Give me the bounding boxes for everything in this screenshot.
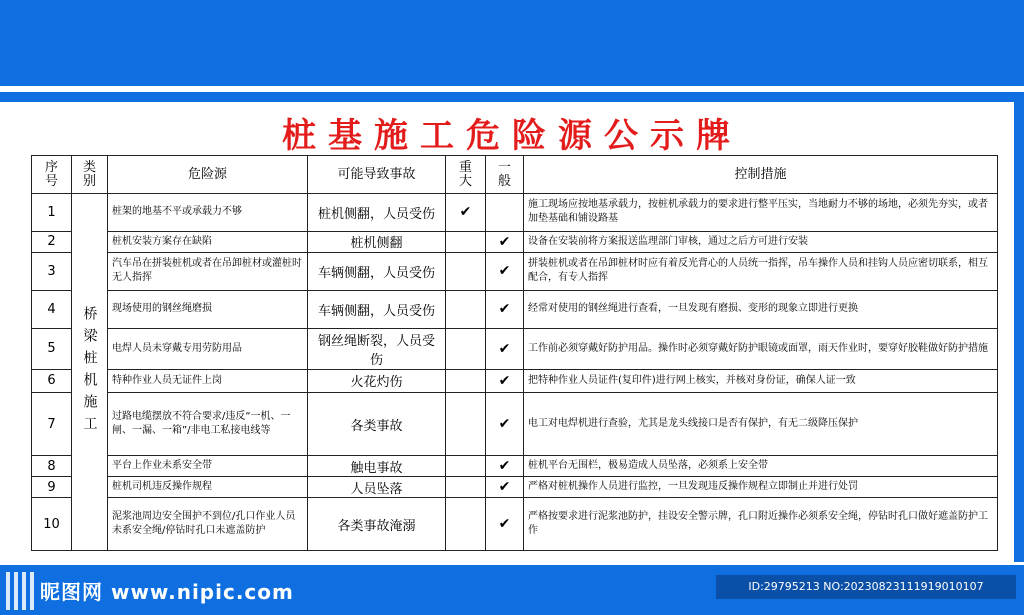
table-row	[32, 498, 998, 551]
row-general-mark: ✔	[486, 328, 524, 369]
table-row	[32, 194, 998, 232]
row-control: 设备在安装前将方案报送监理部门审核，通过之后方可进行安装	[524, 231, 998, 252]
row-hazard: 现场使用的钢丝绳磨损	[108, 290, 308, 328]
row-major-mark	[446, 392, 486, 455]
category-cell: 桥梁桩机施工	[72, 194, 108, 551]
row-control: 电工对电焊机进行查验，尤其是龙头线接口是否有保护，有无二级降压保护	[524, 392, 998, 455]
row-general-mark: ✔	[486, 252, 524, 290]
header-accident: 可能导致事故	[308, 156, 446, 194]
row-general-mark: ✔	[486, 290, 524, 328]
row-major-mark	[446, 456, 486, 477]
table-row	[32, 369, 998, 392]
row-hazard: 桩机司机违反操作规程	[108, 477, 308, 498]
hazard-table	[31, 155, 998, 551]
row-accident: 火花灼伤	[308, 369, 446, 392]
row-major-mark	[446, 477, 486, 498]
top-blue-band	[0, 0, 1024, 86]
row-accident: 钢丝绳断裂，人员受伤	[308, 328, 446, 369]
row-major-mark	[446, 252, 486, 290]
row-index: 6	[32, 369, 72, 392]
table-row	[32, 392, 998, 455]
header-general: 一般	[486, 156, 524, 194]
header-category: 类别	[72, 156, 108, 194]
row-control: 严格按要求进行泥浆池防护，挂设安全警示牌，孔口附近操作必须系安全绳，停钻时孔口做好遮盖防护工作	[524, 498, 998, 551]
row-index: 3	[32, 252, 72, 290]
table-row	[32, 252, 998, 290]
row-accident: 桩机侧翻	[308, 231, 446, 252]
row-hazard: 特种作业人员无证件上岗	[108, 369, 308, 392]
row-hazard: 电焊人员未穿戴专用劳防用品	[108, 328, 308, 369]
header-index: 序号	[32, 156, 72, 194]
row-major-mark	[446, 498, 486, 551]
row-accident: 车辆侧翻，人员受伤	[308, 290, 446, 328]
row-general-mark: ✔	[486, 392, 524, 455]
table-row	[32, 231, 998, 252]
row-hazard: 桩机安装方案存在缺陷	[108, 231, 308, 252]
row-general-mark: ✔	[486, 477, 524, 498]
row-index: 5	[32, 328, 72, 369]
table-row	[32, 328, 998, 369]
row-accident: 触电事故	[308, 456, 446, 477]
row-index: 1	[32, 194, 72, 232]
row-general-mark: ✔	[486, 498, 524, 551]
row-major-mark	[446, 328, 486, 369]
row-control: 经常对使用的钢丝绳进行查看，一旦发现有磨损、变形的现象立即进行更换	[524, 290, 998, 328]
bottom-stripes	[6, 572, 36, 610]
row-major-mark	[446, 231, 486, 252]
board-title: 桩基施工危险源公示牌	[282, 116, 742, 156]
row-general-mark: ✔	[486, 456, 524, 477]
watermark-left: 昵图网 www.nipic.com	[40, 580, 294, 604]
row-index: 7	[32, 392, 72, 455]
row-hazard: 泥浆池周边安全围护不到位/孔口作业人员未系安全绳/停钻时孔口未遮盖防护	[108, 498, 308, 551]
row-control: 把特种作业人员证件(复印件)进行网上核实，并核对身份证，确保人证一致	[524, 369, 998, 392]
row-index: 9	[32, 477, 72, 498]
row-control: 拼装桩机或者在吊卸桩材时应有着反光背心的人员统一指挥，吊车操作人员和挂钩人员应密切联系，相互配合，有专人指挥	[524, 252, 998, 290]
table-row	[32, 477, 998, 498]
row-general-mark: ✔	[486, 369, 524, 392]
row-accident: 车辆侧翻，人员受伤	[308, 252, 446, 290]
row-index: 10	[32, 498, 72, 551]
row-control: 工作前必须穿戴好防护用品。操作时必须穿戴好防护眼镜或面罩，雨天作业时，要穿好胶鞋做好防护措施	[524, 328, 998, 369]
row-major-mark: ✔	[446, 194, 486, 232]
row-index: 4	[32, 290, 72, 328]
row-hazard: 汽车吊在拼装桩机或者在吊卸桩材或灌桩时无人指挥	[108, 252, 308, 290]
header-major: 重大	[446, 156, 486, 194]
header-control: 控制措施	[524, 156, 998, 194]
watermark-id: ID:29795213 NO:20230823111919010107	[716, 575, 1016, 599]
row-general-mark: ✔	[486, 231, 524, 252]
right-blue-rail	[1014, 102, 1024, 562]
row-hazard: 平台上作业未系安全带	[108, 456, 308, 477]
top-blue-line	[0, 92, 1024, 102]
row-major-mark	[446, 369, 486, 392]
row-general-mark	[486, 194, 524, 232]
row-hazard: 桩架的地基不平或承载力不够	[108, 194, 308, 232]
row-accident: 各类事故淹溺	[308, 498, 446, 551]
row-hazard: 过路电缆摆放不符合要求/违反“一机、一闸、一漏、一箱”/非电工私接电线等	[108, 392, 308, 455]
row-accident: 各类事故	[308, 392, 446, 455]
row-control: 施工现场应按地基承载力，按桩机承载力的要求进行整平压实，当地耐力不够的场地，必须先夯实，或者加垫基础和铺设路基	[524, 194, 998, 232]
row-index: 8	[32, 456, 72, 477]
row-control: 严格对桩机操作人员进行监控，一旦发现违反操作规程立即制止并进行处罚	[524, 477, 998, 498]
row-major-mark	[446, 290, 486, 328]
row-accident: 桩机侧翻，人员受伤	[308, 194, 446, 232]
row-control: 桩机平台无围栏，极易造成人员坠落，必须系上安全带	[524, 456, 998, 477]
table-row	[32, 290, 998, 328]
header-hazard: 危险源	[108, 156, 308, 194]
row-index: 2	[32, 231, 72, 252]
row-accident: 人员坠落	[308, 477, 446, 498]
table-row	[32, 456, 998, 477]
